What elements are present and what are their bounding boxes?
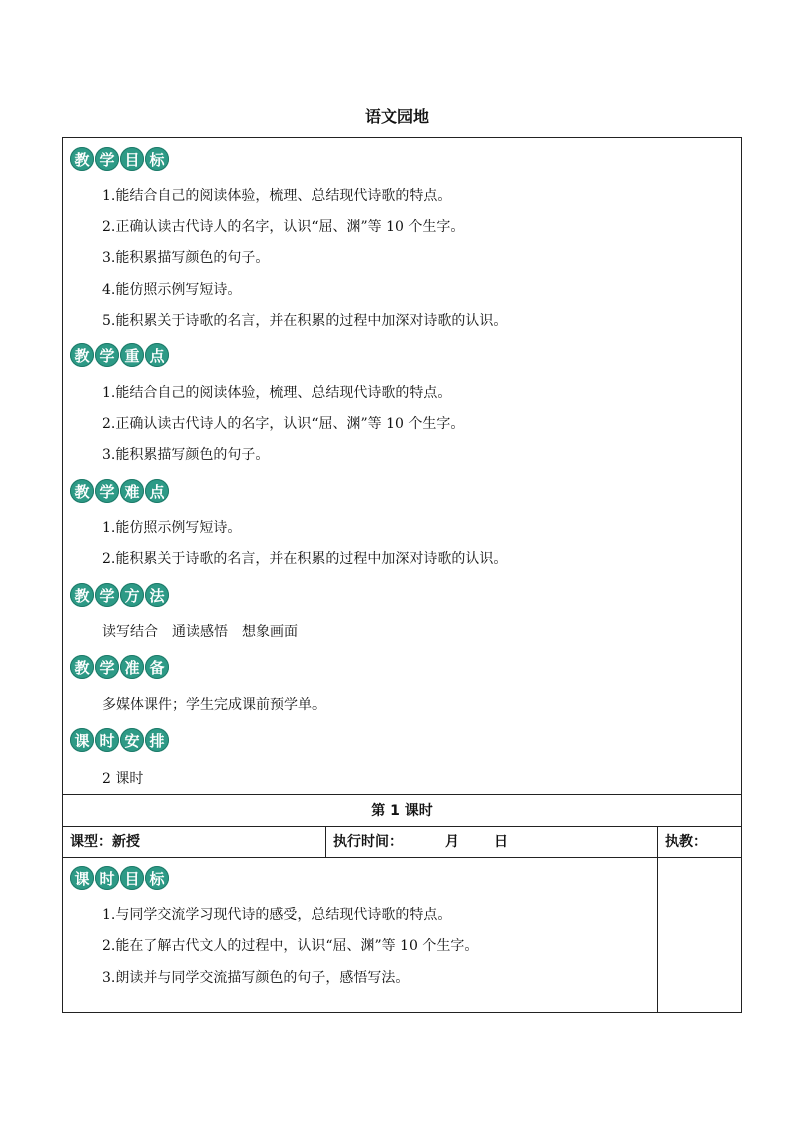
heading-char: 学 bbox=[95, 343, 119, 367]
heading-char: 标 bbox=[145, 866, 169, 890]
goal-item: 1.能结合自己的阅读体验，梳理、总结现代诗歌的特点。 bbox=[102, 188, 452, 204]
schedule-text: 2 课时 bbox=[102, 771, 144, 787]
heading-char: 安 bbox=[120, 728, 144, 752]
key-item: 3.能积累描写颜色的句子。 bbox=[102, 447, 270, 463]
heading-char: 教 bbox=[70, 655, 94, 679]
heading-char: 点 bbox=[145, 479, 169, 503]
heading-char: 准 bbox=[120, 655, 144, 679]
lesson-goal-item: 1.与同学交流学习现代诗的感受，总结现代诗歌的特点。 bbox=[102, 907, 452, 923]
heading-difficult-points bbox=[70, 479, 169, 505]
heading-key-points bbox=[70, 343, 169, 369]
heading-char: 目 bbox=[120, 147, 144, 171]
key-item: 2.正确认读古代诗人的名字，认识“屈、渊”等 10 个生字。 bbox=[102, 416, 465, 432]
heading-char: 教 bbox=[70, 479, 94, 503]
heading-char: 时 bbox=[95, 866, 119, 890]
goal-item: 4.能仿照示例写短诗。 bbox=[102, 282, 242, 298]
method-text: 读写结合 通读感悟 想象画面 bbox=[102, 624, 298, 640]
divider-lesson-info bbox=[62, 826, 742, 827]
heading-teaching-prep bbox=[70, 655, 169, 681]
heading-teaching-goals bbox=[70, 147, 169, 173]
goal-item: 2.正确认读古代诗人的名字，认识“屈、渊”等 10 个生字。 bbox=[102, 219, 465, 235]
heading-char: 时 bbox=[95, 728, 119, 752]
difficult-item: 1.能仿照示例写短诗。 bbox=[102, 520, 242, 536]
heading-char: 学 bbox=[95, 479, 119, 503]
divider-col-1 bbox=[325, 826, 326, 857]
heading-teaching-method bbox=[70, 583, 169, 609]
heading-char: 目 bbox=[120, 866, 144, 890]
day-label: 日 bbox=[494, 834, 508, 850]
goal-item: 3.能积累描写颜色的句子。 bbox=[102, 250, 270, 266]
heading-char: 标 bbox=[145, 147, 169, 171]
divider-lesson-goals bbox=[62, 857, 742, 858]
difficult-item: 2.能积累关于诗歌的名言，并在积累的过程中加深对诗歌的认识。 bbox=[102, 551, 508, 567]
lesson-goal-item: 3.朗读并与同学交流描写颜色的句子，感悟写法。 bbox=[102, 970, 410, 986]
lesson-type-label: 课型：新授 bbox=[70, 834, 140, 850]
month-label: 月 bbox=[445, 834, 459, 850]
heading-char: 学 bbox=[95, 583, 119, 607]
heading-char: 学 bbox=[95, 147, 119, 171]
heading-char: 课 bbox=[70, 866, 94, 890]
key-item: 1.能结合自己的阅读体验，梳理、总结现代诗歌的特点。 bbox=[102, 385, 452, 401]
heading-char: 备 bbox=[145, 655, 169, 679]
goal-item: 5.能积累关于诗歌的名言，并在积累的过程中加深对诗歌的认识。 bbox=[102, 313, 508, 329]
divider-col-2 bbox=[657, 826, 658, 1013]
lesson-goal-item: 2.能在了解古代文人的过程中，认识“屈、渊”等 10 个生字。 bbox=[102, 938, 479, 954]
heading-char: 学 bbox=[95, 655, 119, 679]
heading-char: 教 bbox=[70, 147, 94, 171]
heading-char: 教 bbox=[70, 343, 94, 367]
heading-schedule bbox=[70, 728, 169, 754]
divider-lesson-title bbox=[62, 794, 742, 795]
heading-lesson-goals bbox=[70, 866, 169, 892]
page-title: 语文园地 bbox=[364, 107, 429, 126]
heading-char: 重 bbox=[120, 343, 144, 367]
heading-char: 课 bbox=[70, 728, 94, 752]
heading-char: 方 bbox=[120, 583, 144, 607]
heading-char: 教 bbox=[70, 583, 94, 607]
execution-time-label: 执行时间： bbox=[333, 834, 403, 850]
heading-char: 排 bbox=[145, 728, 169, 752]
teacher-label: 执教： bbox=[665, 834, 707, 850]
heading-char: 难 bbox=[120, 479, 144, 503]
heading-char: 法 bbox=[145, 583, 169, 607]
heading-char: 点 bbox=[145, 343, 169, 367]
lesson-title: 第 1 课时 bbox=[371, 803, 433, 819]
prep-text: 多媒体课件；学生完成课前预学单。 bbox=[102, 697, 326, 713]
